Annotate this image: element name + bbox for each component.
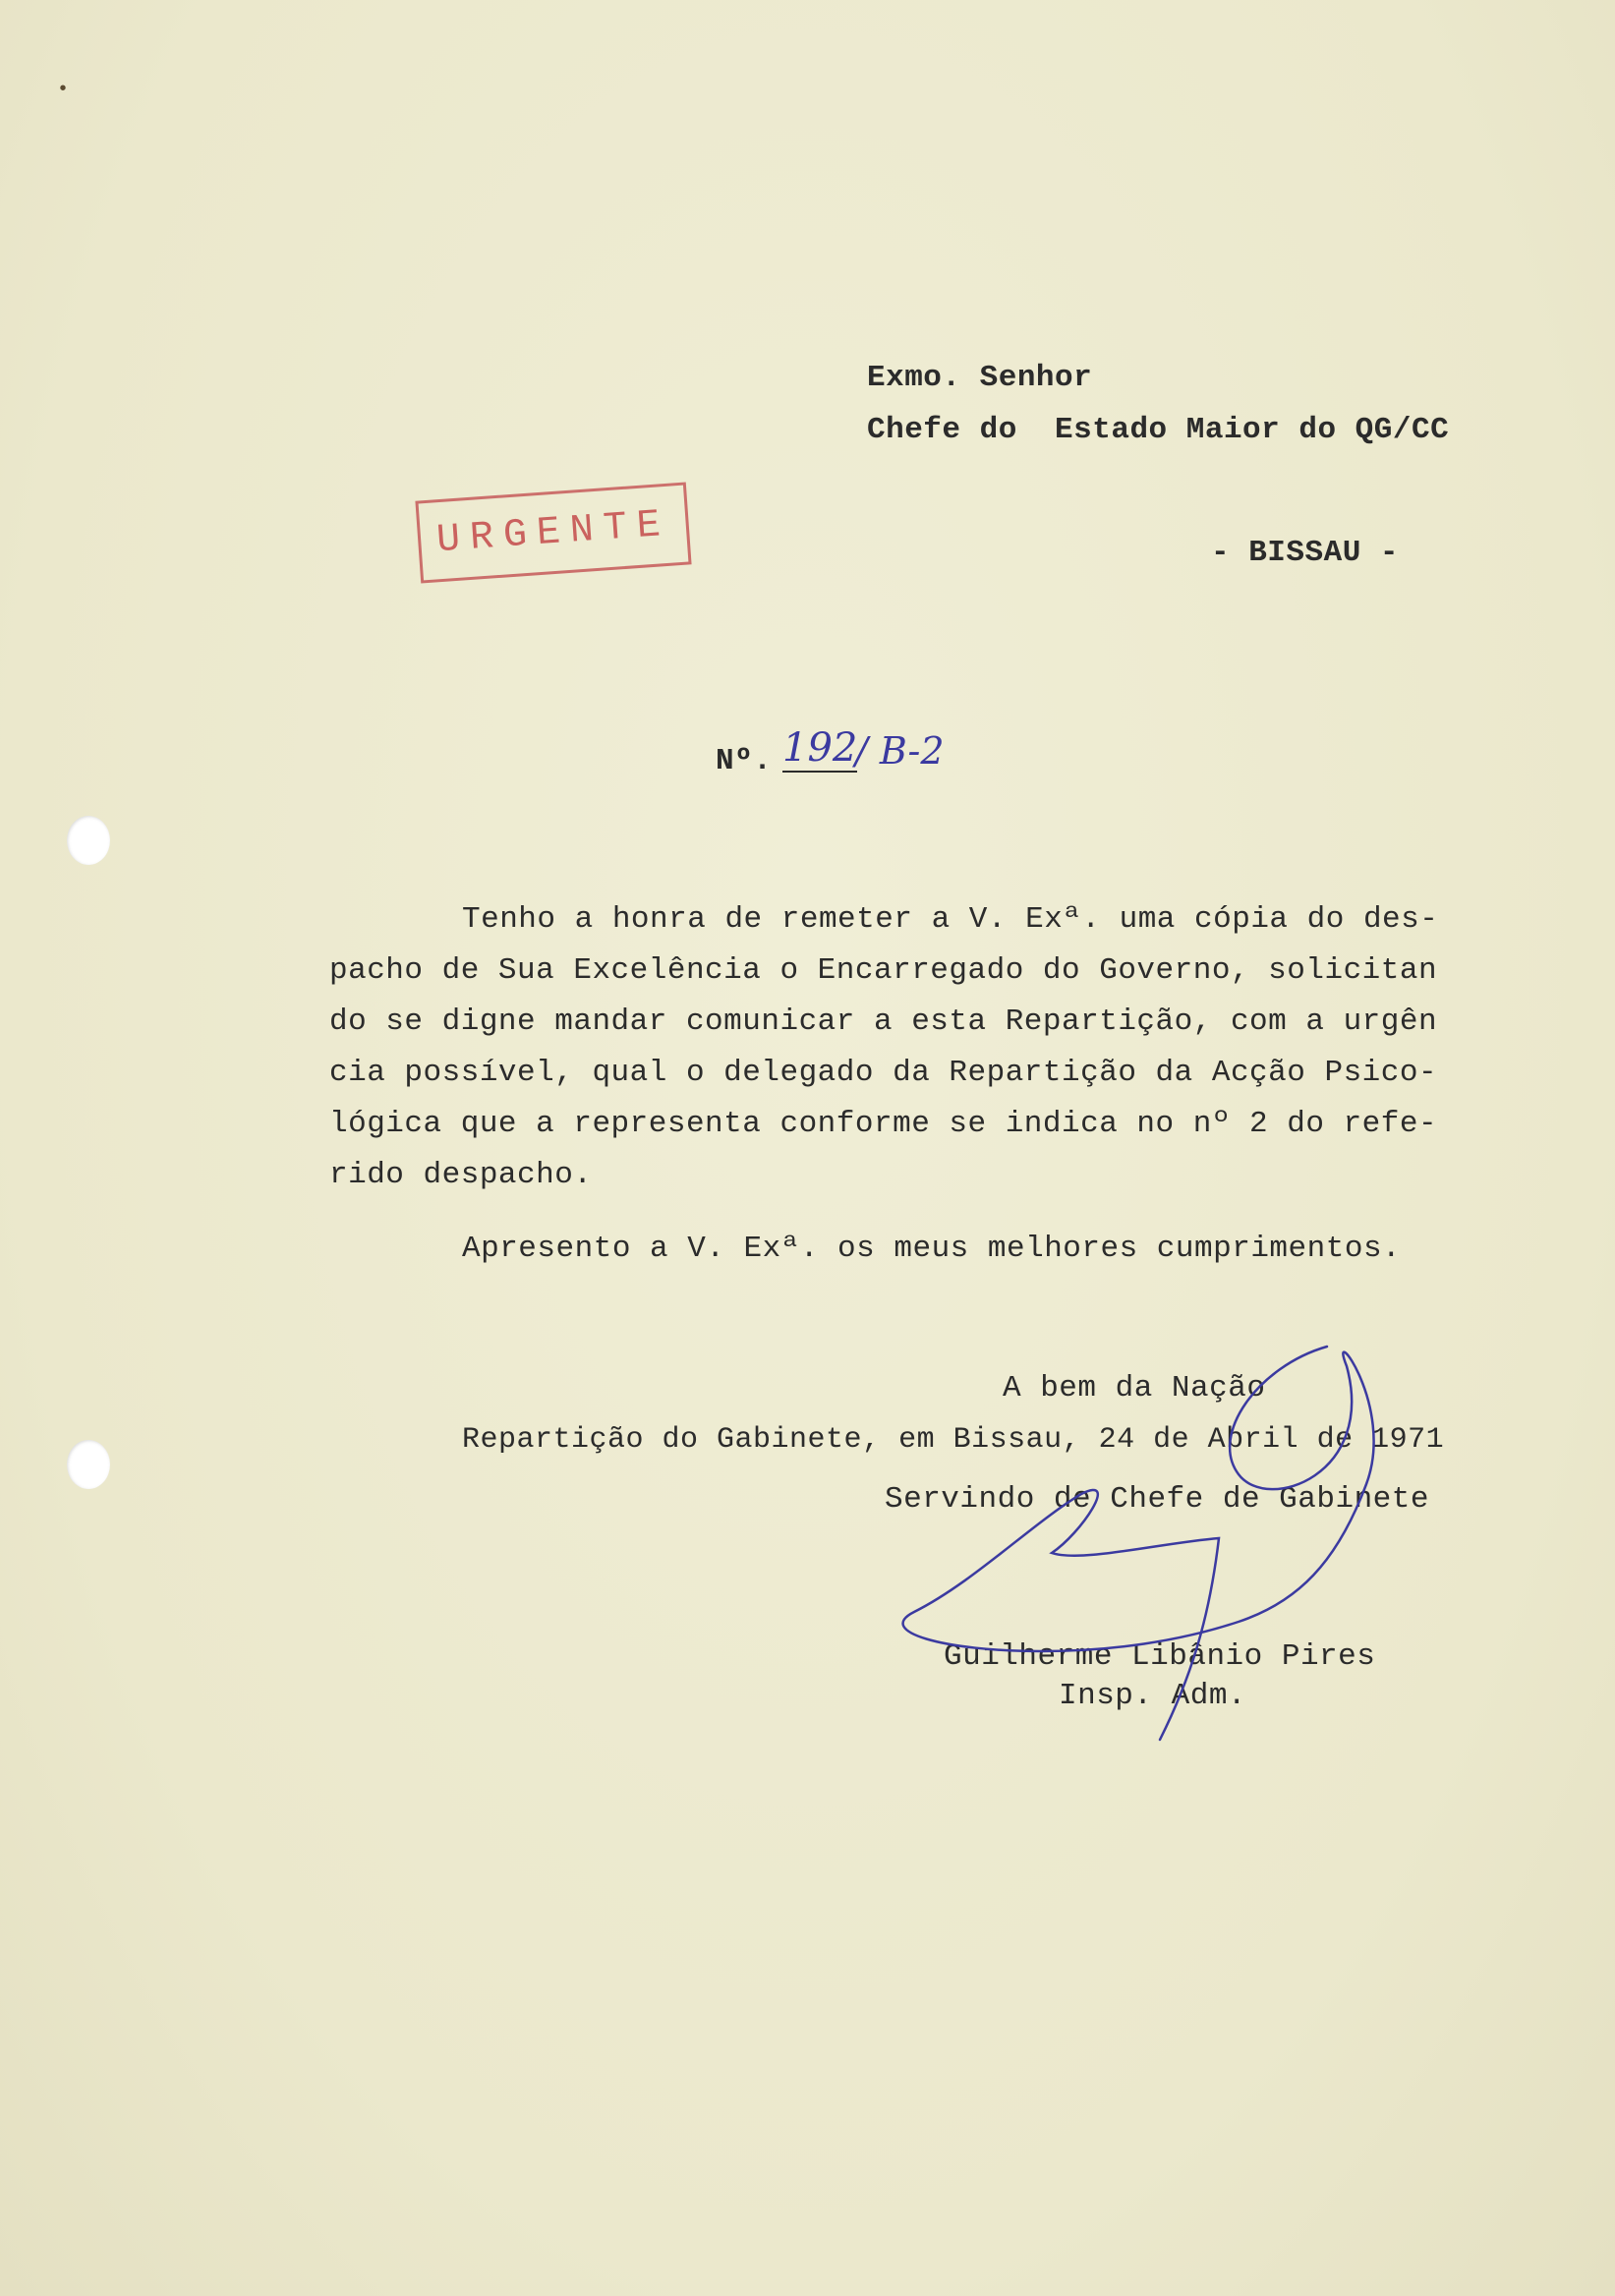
punch-hole — [67, 816, 110, 865]
body-line: Tenho a honra de remeter a V. Exª. uma cópia do des- — [462, 902, 1439, 937]
closing-line: Apresento a V. Exª. os meus melhores cumprimentos. — [462, 1232, 1402, 1266]
place-date: Repartição do Gabinete, em Bissau, 24 de Abril de 1971 — [462, 1423, 1445, 1457]
reference-prefix: Nº. — [716, 744, 773, 778]
signature-scribble — [885, 1327, 1474, 1759]
signer-role: Servindo de Chefe de Gabinete — [885, 1482, 1429, 1517]
signer-name: Guilherme Libânio Pires — [944, 1639, 1376, 1674]
reference-number: 192 — [782, 725, 858, 771]
corner-mark-icon: • — [57, 79, 70, 101]
body-line: lógica que a representa conforme se indica no nº 2 do refe- — [329, 1107, 1438, 1141]
body-line: rido despacho. — [329, 1158, 593, 1192]
reference-suffix: / B-2 — [855, 729, 945, 773]
stamp-text: URGENTE — [434, 502, 672, 563]
punch-hole — [67, 1440, 110, 1489]
recipient-title: Chefe do Estado Maior do QG/CC — [867, 413, 1450, 447]
body-line: pacho de Sua Excelência o Encarregado do Governo, solicitan — [329, 953, 1438, 988]
motto: A bem da Nação — [1003, 1371, 1266, 1406]
recipient-city: - BISSAU - — [1211, 536, 1400, 570]
body-line: cia possível, qual o delegado da Repartição da Acção Psico- — [329, 1056, 1438, 1090]
urgent-stamp — [415, 482, 691, 583]
signer-post: Insp. Adm. — [1059, 1679, 1247, 1713]
body-line: do se digne mandar comunicar a esta Repartição, com a urgên — [329, 1004, 1438, 1039]
recipient-salutation: Exmo. Senhor — [867, 361, 1093, 395]
